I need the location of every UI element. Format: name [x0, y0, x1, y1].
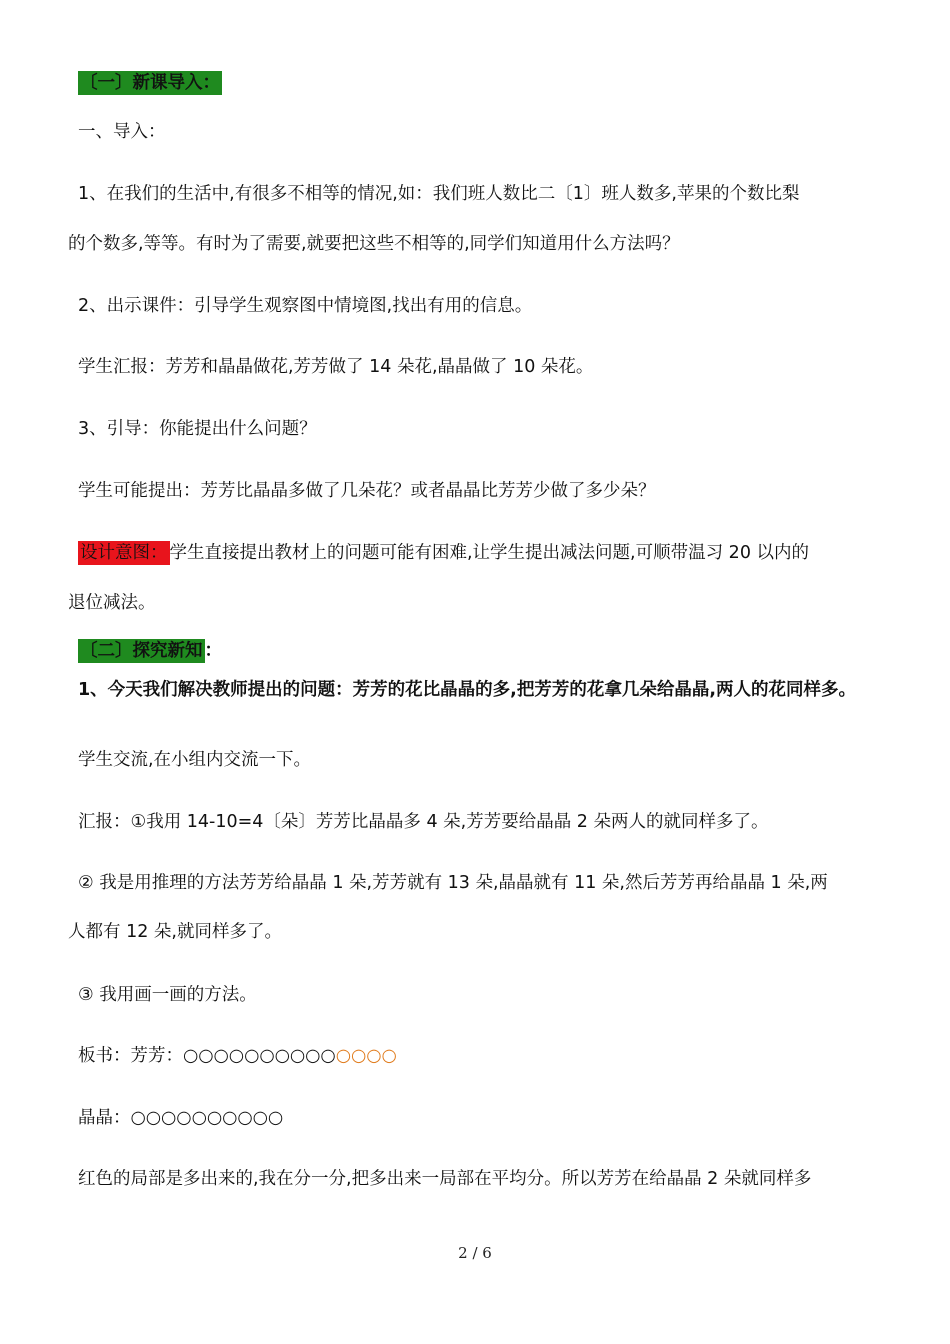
- section-heading-2-text: 〔二〕探究新知: [80, 641, 203, 661]
- design-intent-line-1: [78, 542, 883, 564]
- paragraph-8-line-1: ② 我是用推理的方法芳芳给晶晶 1 朵,芳芳就有 13 朵,晶晶就有 11 朵,然后芳芳再给晶晶 1 朵,两: [78, 873, 828, 893]
- board-jingjing-label: 晶晶：: [78, 1108, 131, 1128]
- board-jingjing-circles: ○○○○○○○○○○: [130, 1108, 284, 1128]
- design-intent-line-2: 退位减法。: [68, 593, 156, 613]
- board-jingjing: [78, 1107, 883, 1129]
- paragraph-2: 2、出示课件：引导学生观察图中情境图,找出有用的信息。: [78, 296, 533, 316]
- board-fangfang-extra-circles: ○○○○: [335, 1046, 397, 1066]
- paragraph-5: 学生可能提出：芳芳比晶晶多做了几朵花？或者晶晶比芳芳少做了多少朵？: [78, 481, 656, 501]
- page-number: 2 / 6: [458, 1244, 492, 1262]
- board-fangfang-label: 板书：芳芳：: [78, 1046, 183, 1066]
- section-heading-1-text: 〔一〕新课导入：: [80, 73, 220, 93]
- paragraph-9: ③ 我用画一画的方法。: [78, 985, 257, 1005]
- paragraph-6: 学生交流,在小组内交流一下。: [78, 750, 312, 770]
- paragraph-3: 学生汇报：芳芳和晶晶做花,芳芳做了 14 朵花,晶晶做了 10 朵花。: [78, 357, 594, 377]
- paragraph-7: 汇报：①我用 14-10=4〔朵〕芳芳比晶晶多 4 朵,芳芳要给晶晶 2 朵两人的就同样多了。: [78, 812, 769, 832]
- section-heading-2: [78, 640, 883, 662]
- question-1: 1、今天我们解决教师提出的问题：芳芳的花比晶晶的多,把芳芳的花拿几朵给晶晶,两人的花同样多。: [78, 680, 856, 700]
- board-fangfang-circles: ○○○○○○○○○○: [183, 1046, 336, 1066]
- paragraph-intro: 一、导入：: [78, 122, 166, 142]
- board-fangfang: [78, 1045, 883, 1067]
- paragraph-8-line-2: 人都有 12 朵,就同样多了。: [68, 922, 282, 942]
- paragraph-4: 3、引导：你能提出什么问题？: [78, 419, 317, 439]
- section-heading-2-colon: ：: [204, 641, 222, 661]
- paragraph-1-line-2: 的个数多,等等。有时为了需要,就要把这些不相等的,同学们知道用什么方法吗？: [68, 234, 680, 254]
- design-intent-label: 设计意图：: [80, 543, 168, 563]
- section-heading-1: [78, 72, 883, 94]
- paragraph-1-line-1: 1、在我们的生活中,有很多不相等的情况,如：我们班人数比二〔1〕班人数多,苹果的个数比梨: [78, 184, 800, 204]
- paragraph-10: 红色的局部是多出来的,我在分一分,把多出来一局部在平均分。所以芳芳在给晶晶 2 朵就同样多: [78, 1169, 812, 1189]
- design-intent-text: 学生直接提出教材上的问题可能有困难,让学生提出减法问题,可顺带温习 20 以内的: [169, 543, 810, 563]
